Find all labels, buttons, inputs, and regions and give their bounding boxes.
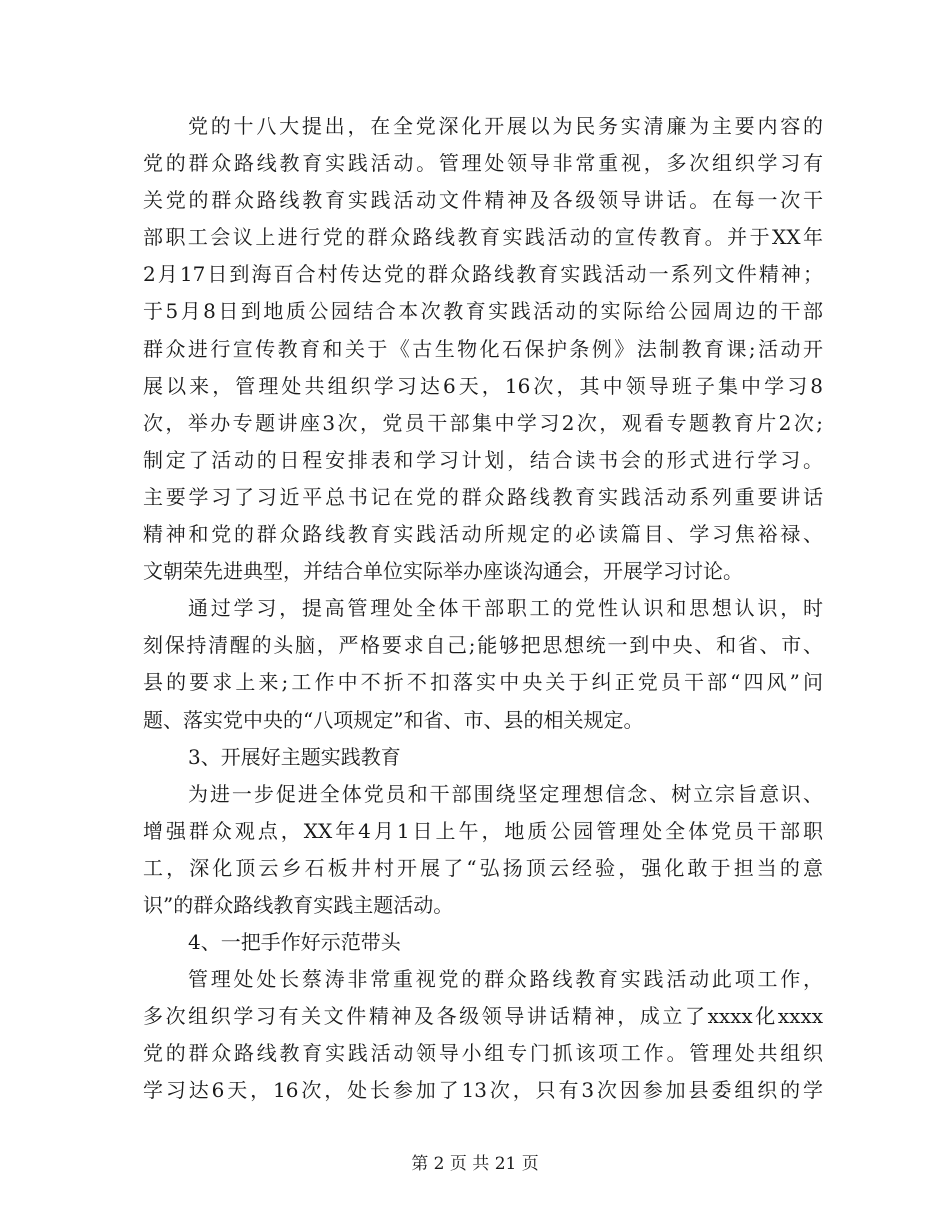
text-line: 精神和党的群众路线教育实践活动所规定的必读篇目、学习焦裕禄、 bbox=[143, 522, 823, 547]
text-line: 识”的群众路线教育实践主题活动。 bbox=[143, 892, 454, 917]
document-body bbox=[143, 108, 823, 1110]
page-number-footer: 第 2 页 共 21 页 bbox=[411, 1154, 539, 1174]
text-line: 党的十八大提出，在全党深化开展以为民务实清廉为主要内容的 bbox=[188, 114, 823, 138]
text-line: 多次组织学习有关文件精神及各级领导讲话精神，成立了xxxx化xxxx bbox=[143, 1004, 823, 1029]
text-line: 为进一步促进全体党员和干部围绕坚定理想信念、树立宗旨意识、 bbox=[188, 781, 823, 806]
text-line: 县的要求上来;工作中不折不扣落实中央关于纠正党员干部“四风”问 bbox=[143, 670, 823, 695]
text-line: 学习达6天，16次，处长参加了13次，只有3次因参加县委组织的学 bbox=[143, 1078, 823, 1103]
text-line: 次，举办专题讲座3次，党员干部集中学习2次，观看专题教育片2次; bbox=[143, 410, 823, 435]
text-line: 增强群众观点，XX年4月1日上午，地质公园管理处全体党员干部职 bbox=[143, 818, 823, 843]
text-line: 工，深化顶云乡石板井村开展了“弘扬顶云经验，强化敢于担当的意 bbox=[143, 855, 823, 880]
text-line: 展以来，管理处共组织学习达6天，16次，其中领导班子集中学习8 bbox=[143, 373, 823, 398]
text-line: 题、落实党中央的“八项规定”和省、市、县的相关规定。 bbox=[143, 707, 644, 732]
text-line: 群众进行宣传教育和关于《古生物化石保护条例》法制教育课;活动开 bbox=[143, 336, 823, 361]
text-line: 3、开展好主题实践教育 bbox=[188, 744, 401, 769]
text-line: 于5月8日到地质公园结合本次教育实践活动的实际给公园周边的干部 bbox=[143, 299, 823, 324]
text-line: 2月17日到海百合村传达党的群众路线教育实践活动一系列文件精神； bbox=[143, 262, 823, 287]
text-line: 党的群众路线教育实践活动领导小组专门抓该项工作。管理处共组织 bbox=[143, 1041, 823, 1066]
text-line: 部职工会议上进行党的群众路线教育实践活动的宣传教育。并于XX年 bbox=[143, 225, 823, 250]
text-line: 管理处处长蔡涛非常重视党的群众路线教育实践活动此项工作， bbox=[188, 967, 823, 992]
text-line: 关党的群众路线教育实践活动文件精神及各级领导讲话。在每一次干 bbox=[143, 188, 823, 213]
text-line: 通过学习，提高管理处全体干部职工的党性认识和思想认识，时 bbox=[188, 596, 823, 621]
text-line: 党的群众路线教育实践活动。管理处领导非常重视，多次组织学习有 bbox=[143, 151, 823, 176]
text-line: 文朝荣先进典型，并结合单位实际举办座谈沟通会，开展学习讨论。 bbox=[143, 559, 743, 584]
text-line: 制定了活动的日程安排表和学习计划，结合读书会的形式进行学习。 bbox=[143, 447, 823, 472]
text-line: 刻保持清醒的头脑，严格要求自己;能够把思想统一到中央、和省、市、 bbox=[143, 633, 823, 658]
text-line: 主要学习了习近平总书记在党的群众路线教育实践活动系列重要讲话 bbox=[143, 484, 823, 509]
text-line: 4、一把手作好示范带头 bbox=[188, 930, 401, 955]
